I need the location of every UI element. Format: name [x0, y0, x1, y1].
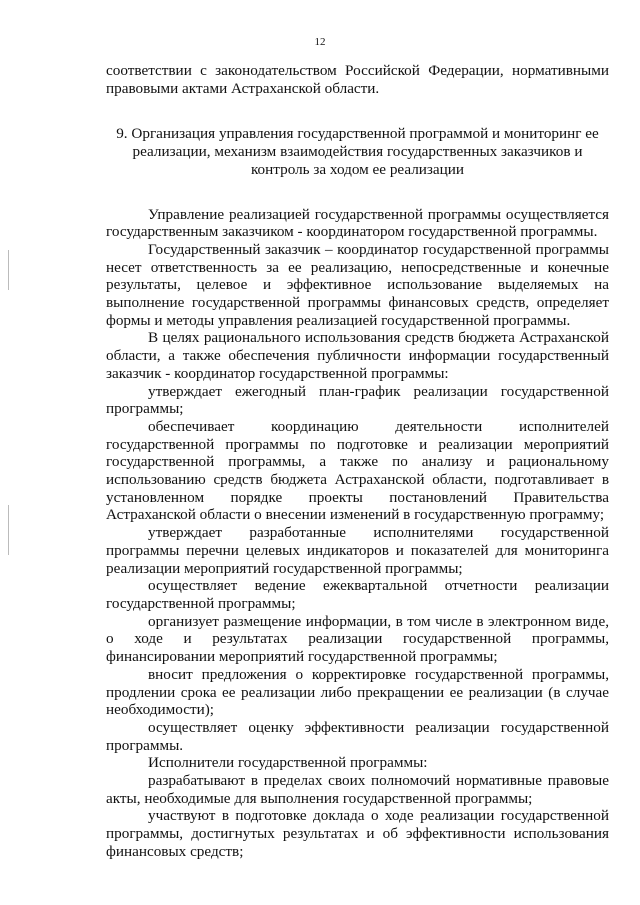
- paragraph-continuation: соответствии с законодательством Российской Федерации, нормативными правовыми актами Астраханской области.: [106, 62, 609, 97]
- list-item: участвуют в подготовке доклада о ходе реализации государственной программы, достигнутых результатах и об эффективности использования финансовых средств;: [106, 807, 609, 860]
- list-item: разрабатывают в пределах своих полномочий нормативные правовые акты, необходимые для выполнения государственной программы;: [106, 772, 609, 807]
- list-item: осуществляет оценку эффективности реализации государственной программы.: [106, 718, 609, 754]
- list-item: утверждает ежегодный план-график реализации государственной программы;: [106, 382, 609, 418]
- section-heading: 9. Организация управления государственной программой и мониторинг ее реализации, механизм взаимодействия государственных заказчиков и контроль за ходом ее реализации: [116, 125, 599, 178]
- list-item: организует размещение информации, в том числе в электронном виде, о ходе и результатах реализации государственной программы, финансировании мероприятий государственной программы;: [106, 612, 609, 666]
- scan-margin-mark: [8, 250, 9, 290]
- list-item: утверждает разработанные исполнителями государственной программы перечни целевых индикаторов и показателей для мониторинга реализации мероприятий государственной программы;: [106, 524, 609, 577]
- document-body: [106, 62, 609, 861]
- paragraph: В целях рационального использования средств бюджета Астраханской области, а также обеспечения публичности информации государственный заказчик - координатор государственной программы:: [106, 329, 609, 382]
- list-item: вносит предложения о корректировке государственной программы, продлении срока ее реализации либо прекращении ее реализации (в случае необходимости);: [106, 665, 609, 719]
- list-item: осуществляет ведение ежеквартальной отчетности реализации государственной программы;: [106, 577, 609, 612]
- paragraph: Управление реализацией государственной программы осуществляется государственным заказчиком - координатором государственной программы.: [106, 205, 609, 241]
- paragraph: Исполнители государственной программы:: [148, 754, 428, 772]
- list-item: обеспечивает координацию деятельности исполнителей государственной программы по подготовке и реализации мероприятий государственной программы, а также по анализу и рациональному использованию средств бюджета Астраханской области, подготавливает в установленном порядке проекты постановлений Правительства Астраханской области о внесении изменений в государственную программу;: [106, 417, 609, 524]
- paragraph: Государственный заказчик – координатор государственной программы несет ответственность за ее реализацию, непосредственные и конечные результаты, целевое и эффективное использование выделяемых на выполнение государственной программы финансовых средств, определяет формы и методы управления реализацией государственной программы.: [106, 240, 609, 329]
- page-number: 12: [314, 36, 326, 48]
- scan-margin-mark: [8, 505, 9, 555]
